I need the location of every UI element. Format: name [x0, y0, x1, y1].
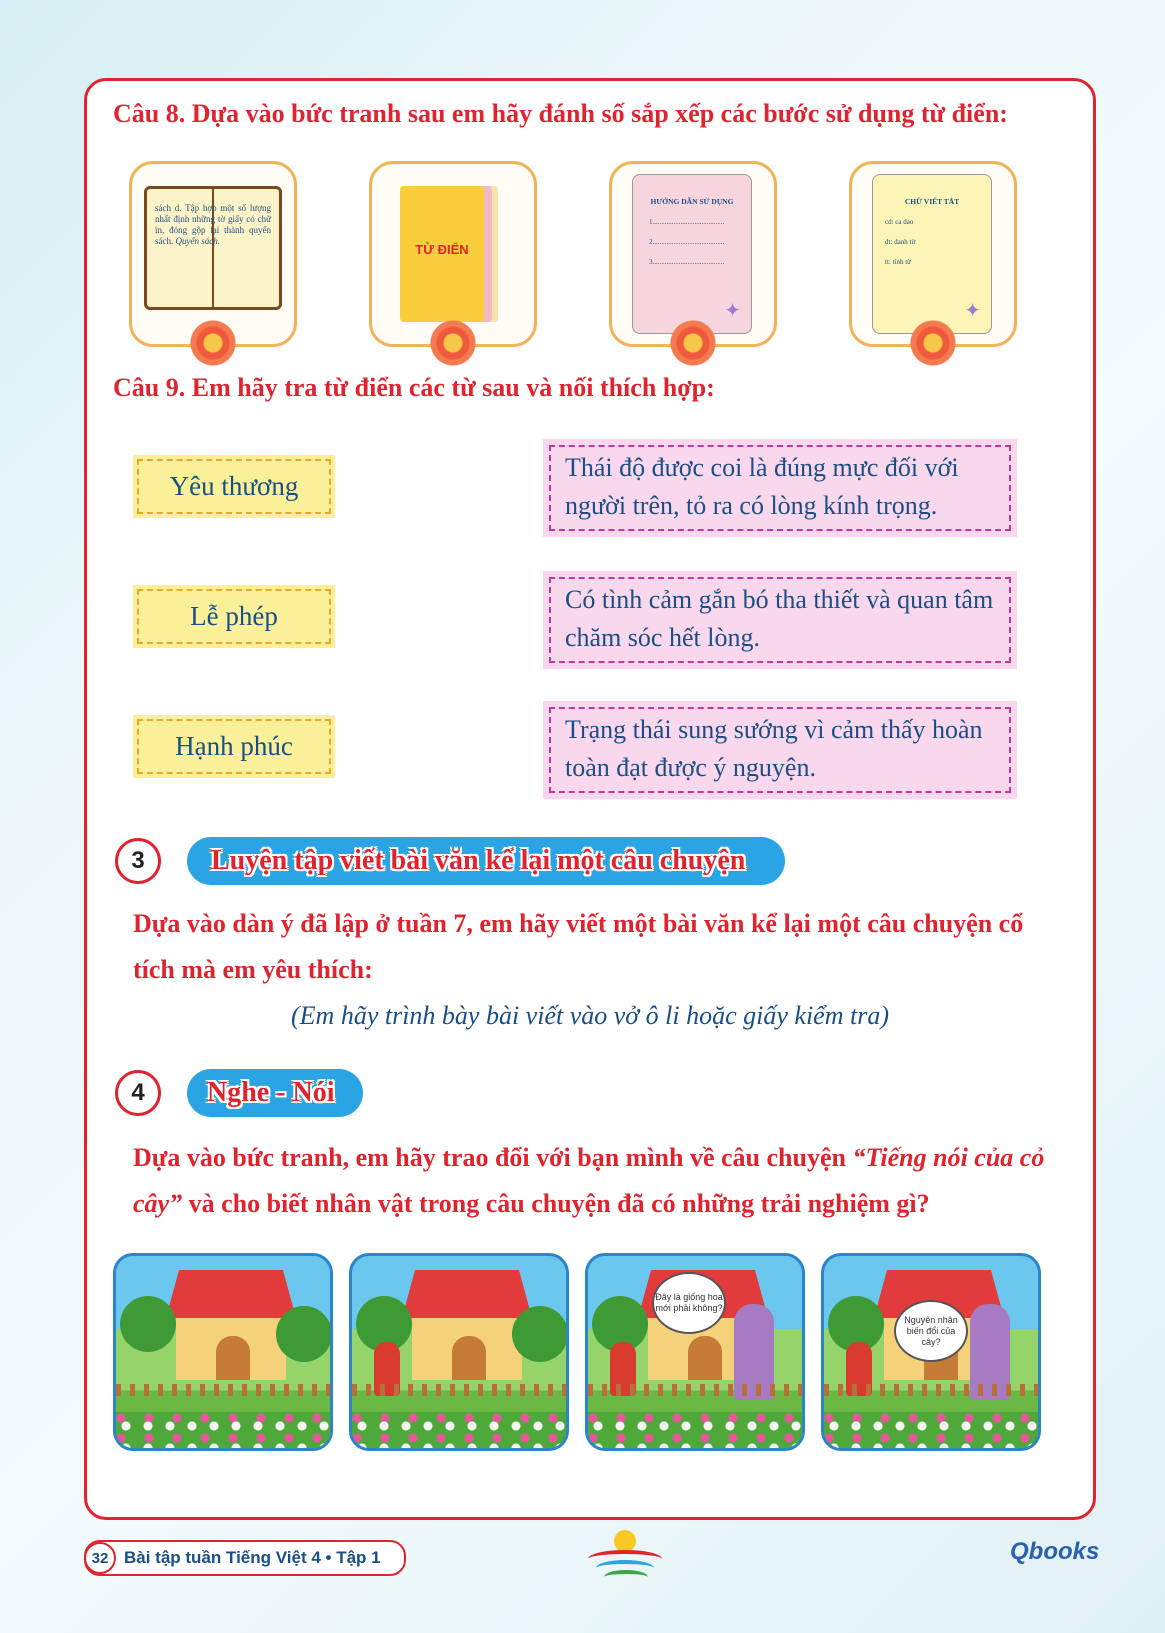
word-box-2[interactable]: Lễ phép	[137, 589, 331, 644]
guide-line-1: 1.........................................	[649, 218, 725, 226]
definition-text-2: Có tình cảm gắn bó tha thiết và quan tâm chăm sóc hết lòng.	[549, 577, 1011, 663]
speech-bubble-2: Nguyên nhân biến đổi của cây?	[894, 1300, 968, 1362]
definition-text-3: Trạng thái sung sướng vì cảm thấy hoàn toàn đạt được ý nguyện.	[549, 707, 1011, 793]
book-example-text: Quyển sách.	[175, 236, 220, 246]
section-4-text-after: và cho biết nhân vật trong câu chuyện đã có những trải nghiệm gì?	[182, 1189, 930, 1218]
question-8-title: Câu 8. Dựa vào bức tranh sau em hãy đánh số sắp xếp các bước sử dụng từ điển:	[113, 99, 1008, 128]
flower-icon	[190, 320, 236, 366]
definition-box-2[interactable]	[543, 571, 1017, 669]
abbr-title: CHỮ VIẾT TẮT	[904, 197, 960, 206]
sparkle-icon: ✦	[724, 300, 741, 322]
story-scene-2	[349, 1253, 569, 1451]
book-definition-text: sách d. Tập hợp một số lượng nhất định những tờ giấy có chữ in, đóng gộp lại thành quyển sách.	[155, 203, 271, 246]
guide-title: HƯỚNG DẪN SỬ DỤNG	[650, 197, 734, 206]
section-4-number: 4	[115, 1070, 161, 1116]
dictionary-book-illustration	[400, 186, 484, 322]
sparkle-icon: ✦	[964, 300, 981, 322]
section-4-instruction	[133, 1135, 1053, 1227]
guide-line-2: 2.........................................	[649, 238, 725, 246]
page-number: 32	[84, 1542, 116, 1574]
page-frame	[84, 78, 1096, 1520]
card-book	[129, 161, 297, 347]
story-scene-4	[821, 1253, 1041, 1451]
speech-bubble-1: Đây là giống hoa mới phải không?	[652, 1272, 726, 1334]
flower-icon	[670, 320, 716, 366]
abbr-line-3: tt: tính từ	[885, 258, 911, 266]
word-box-1[interactable]: Yêu thương	[137, 459, 331, 514]
brand-logo: Qbooks	[1010, 1538, 1100, 1565]
book-title: Bài tập tuần Tiếng Việt 4 • Tập 1	[124, 1548, 381, 1567]
section-3-note: (Em hãy trình bày bài viết vào vở ô li hoặc giấy kiểm tra)	[291, 1001, 889, 1030]
story-scene-3	[585, 1253, 805, 1451]
story-scene-1	[113, 1253, 333, 1451]
dictionary-title: TỪ ĐIỂN	[415, 242, 469, 257]
card-dictionary	[369, 161, 537, 347]
section-3-title: Luyện tập viết bài văn kể lại một câu chuyện	[187, 837, 785, 885]
publisher-logo	[582, 1530, 666, 1586]
section-4-title: Nghe - Nói	[187, 1069, 363, 1117]
abbr-line-1: cd: ca dao	[885, 218, 914, 226]
section-3-instruction: Dựa vào dàn ý đã lập ở tuần 7, em hãy viết một bài văn kể lại một câu chuyện cổ tích mà em yêu thích:	[133, 909, 1024, 984]
footer-book-label	[84, 1540, 406, 1576]
flower-icon	[910, 320, 956, 366]
section-3-number: 3	[115, 838, 161, 884]
open-book-illustration	[144, 186, 282, 310]
story-title: “Tiếng nói của cỏ cây”	[133, 1143, 1045, 1218]
flower-icon	[430, 320, 476, 366]
definition-box-1[interactable]	[543, 439, 1017, 537]
definition-box-3[interactable]	[543, 701, 1017, 799]
section-4-text-before: Dựa vào bức tranh, em hãy trao đổi với bạn mình về câu chuyện	[133, 1143, 853, 1172]
abbr-line-2: dt: danh từ	[885, 238, 916, 246]
question-9-title: Câu 9. Em hãy tra từ điển các từ sau và nối thích hợp:	[113, 373, 715, 402]
card-usage-guide	[609, 161, 777, 347]
guide-line-3: 3.........................................	[649, 258, 725, 266]
definition-text-1: Thái độ được coi là đúng mực đối với người trên, tỏ ra có lòng kính trọng.	[549, 445, 1011, 531]
card-abbreviations	[849, 161, 1017, 347]
word-box-3[interactable]: Hạnh phúc	[137, 719, 331, 774]
